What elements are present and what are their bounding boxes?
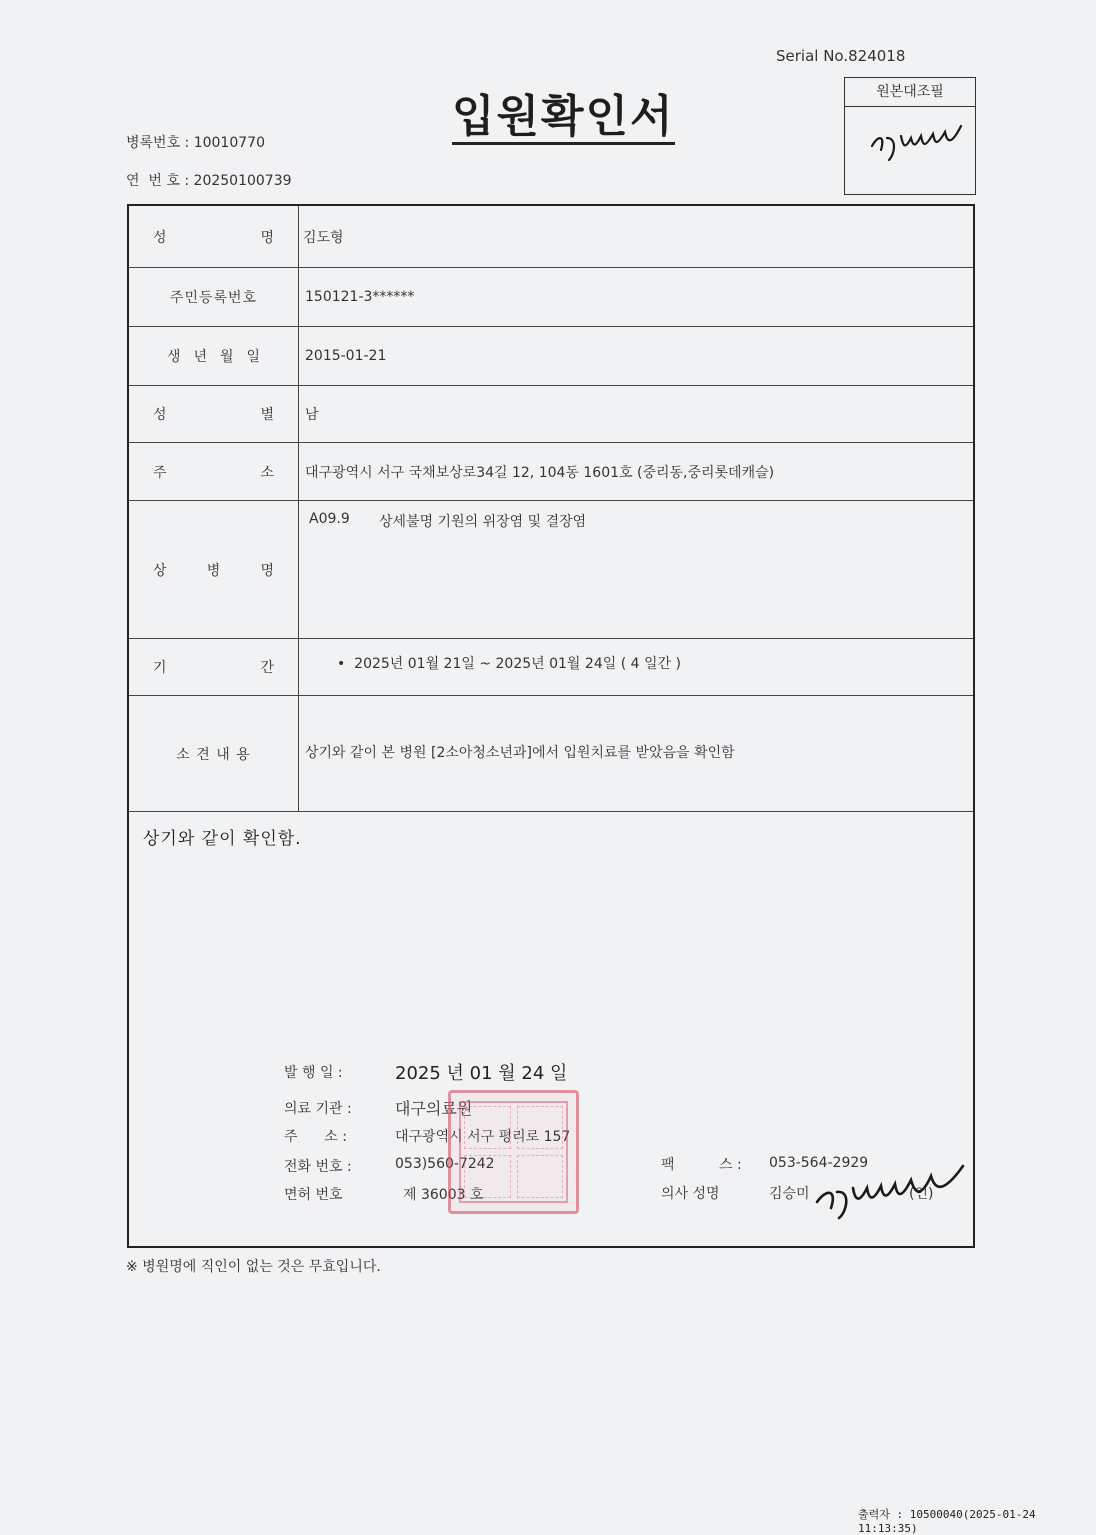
org-value: 대구의료원 [395, 1099, 473, 1118]
license-value: 제 36003 호 [403, 1187, 484, 1203]
serial-number: Serial No.824018 [776, 47, 906, 65]
birthdate-value: 2015-01-21 [305, 348, 387, 364]
original-verified-box [844, 77, 976, 195]
period-value: • 2025년 01월 21일 ~ 2025년 01월 24일 ( 4 일간 ) [337, 656, 681, 672]
label-address: 주 소 [129, 443, 299, 500]
hospital-seal-stamp [448, 1090, 579, 1214]
opinion-value: 상기와 같이 본 병원 [2소아청소년과]에서 입원치료를 받았음을 확인함 [305, 745, 735, 761]
label-rrn: 주민등록번호 [129, 268, 299, 326]
fax-value: 053-564-2929 [769, 1155, 869, 1171]
seal-mark: (인) [909, 1186, 934, 1202]
row-address [129, 443, 973, 501]
fax-label: 팩 스 : [661, 1157, 742, 1173]
printed-by: 출력자 : 10500040(2025-01-24 11:13:35) [858, 1508, 1036, 1535]
diagnosis-code: A09.9 [309, 511, 350, 527]
year-number: 연 번 호 : 20250100739 [126, 173, 292, 189]
row-sex [129, 386, 973, 443]
label-diagnosis: 상 병 명 [129, 501, 299, 638]
footnote: ※ 병원명에 직인이 없는 것은 무효입니다. [126, 1259, 381, 1275]
label-name: 성 명 [129, 206, 299, 267]
org-label: 의료 기관 : [284, 1101, 352, 1117]
original-verified-label: 원본대조필 [845, 78, 975, 107]
addr-value: 대구광역시 서구 평리로 157 [395, 1129, 571, 1145]
issue-date-label: 발 행 일 : [284, 1065, 343, 1081]
doctor-signature [811, 1154, 971, 1222]
row-name [129, 206, 973, 268]
patient-name: 김도형 [303, 229, 344, 246]
diagnosis-name: 상세불명 기원의 위장염 및 결장염 [379, 514, 587, 530]
record-number: 병록번호 : 10010770 [126, 135, 265, 151]
tel-label: 전화 번호 : [284, 1159, 352, 1175]
label-birthdate: 생 년 월 일 [129, 327, 299, 385]
tel-value: 053)560-7242 [395, 1156, 495, 1172]
row-period [129, 639, 973, 696]
verifier-signature [867, 116, 967, 166]
label-sex: 성 별 [129, 386, 299, 442]
rrn-value: 150121-3****** [305, 289, 415, 305]
license-label: 면허 번호 [284, 1187, 343, 1203]
sex-value: 남 [305, 407, 319, 423]
issue-date-value: 2025 년 01 월 24 일 [395, 1063, 568, 1084]
doctor-label: 의사 성명 [661, 1186, 720, 1202]
row-diagnosis [129, 501, 973, 639]
label-period: 기 간 [129, 639, 299, 695]
doctor-value: 김승미 [769, 1186, 810, 1202]
confirm-text: 상기와 같이 확인함. [143, 829, 302, 849]
addr-label: 주 소 : [284, 1129, 347, 1145]
address-value: 대구광역시 서구 국채보상로34길 12, 104동 1601호 (중리동,중리롯데캐슬) [305, 464, 775, 481]
row-rrn [129, 268, 973, 327]
label-opinion: 소 견 내 용 [129, 696, 299, 811]
document-title: 입원확인서 [452, 92, 675, 145]
row-birthdate [129, 327, 973, 386]
row-opinion [129, 696, 973, 812]
